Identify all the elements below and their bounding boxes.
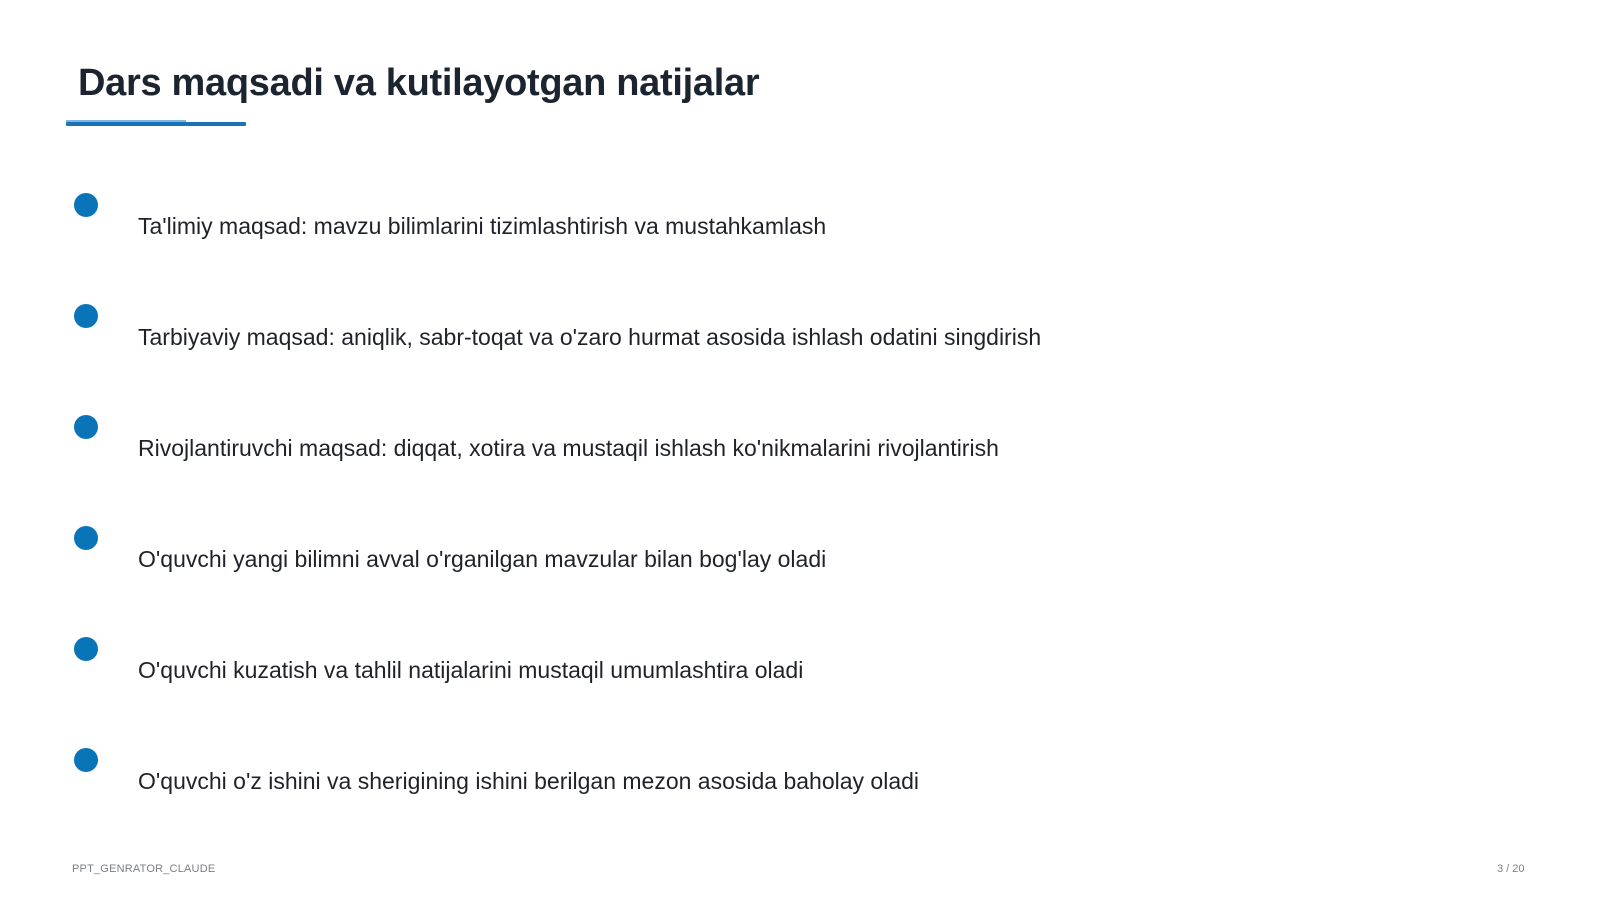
list-item-text: Rivojlantiruvchi maqsad: diqqat, xotira va mustaqil ishlash ko'nikmalarini rivojlantirish — [138, 435, 999, 461]
bullet-dot-icon — [74, 526, 98, 550]
slide-title: Dars maqsadi va kutilayotgan natijalar — [78, 62, 760, 104]
bullet-dot-icon — [74, 304, 98, 328]
list-item-text: Ta'limiy maqsad: mavzu bilimlarini tizimlashtirish va mustahkamlash — [138, 213, 827, 239]
footer-source-label: PPT_GENRATOR_CLAUDE — [72, 863, 216, 875]
list-item — [0, 304, 1600, 384]
bullet-dot-icon — [74, 748, 98, 772]
bullet-dot-icon — [74, 193, 98, 217]
page-indicator: 3 / 20 — [1497, 863, 1525, 875]
list-item — [0, 637, 1600, 717]
list-item-text: O'quvchi o'z ishini va sherigining ishini berilgan mezon asosida baholay oladi — [138, 768, 920, 794]
list-item — [0, 748, 1600, 828]
list-item — [0, 526, 1600, 606]
list-item-text: O'quvchi yangi bilimni avval o'rganilgan mavzular bilan bog'lay oladi — [138, 546, 827, 572]
list-item — [0, 415, 1600, 495]
list-item — [0, 193, 1600, 273]
bullet-dot-icon — [74, 637, 98, 661]
bullet-dot-icon — [74, 415, 98, 439]
list-item-text: Tarbiyaviy maqsad: aniqlik, sabr-toqat va o'zaro hurmat asosida ishlash odatini singdirish — [138, 324, 1042, 350]
list-item-text: O'quvchi kuzatish va tahlil natijalarini mustaqil umumlashtira oladi — [138, 657, 804, 683]
